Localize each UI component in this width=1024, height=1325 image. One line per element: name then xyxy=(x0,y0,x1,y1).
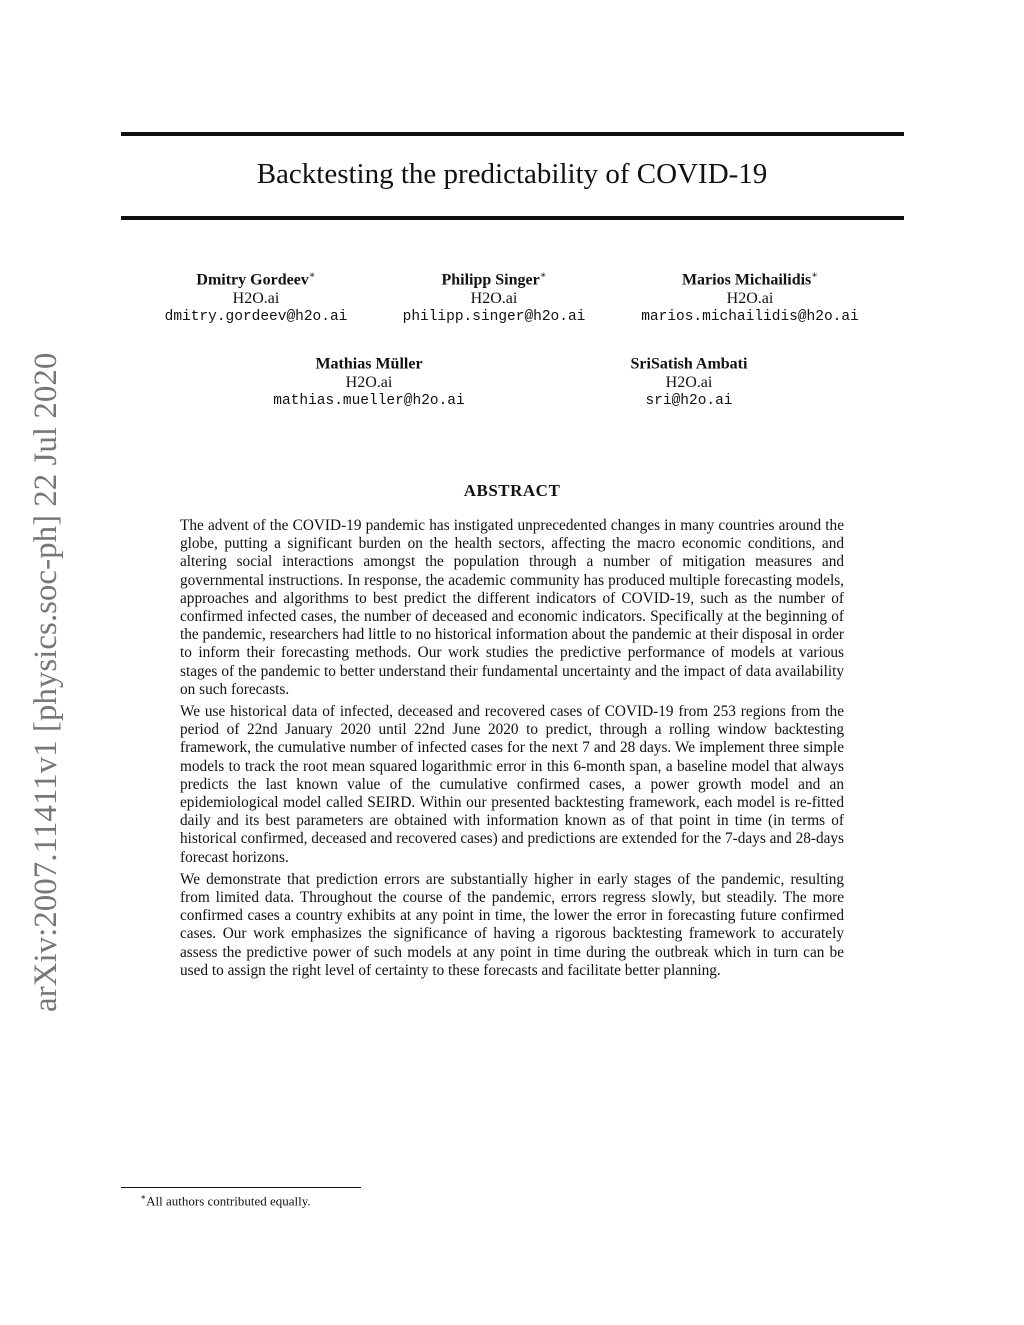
arxiv-identifier: arXiv:2007.11411v1 [physics.soc-ph] 22 Jul 2020 xyxy=(28,352,64,1012)
author-email: marios.michailidis@h2o.ai xyxy=(641,309,859,326)
author-block xyxy=(529,350,849,411)
author-email: dmitry.gordeev@h2o.ai xyxy=(164,309,348,326)
author-email: mathias.mueller@h2o.ai xyxy=(273,393,465,410)
author-block xyxy=(590,266,910,327)
author-name: Mathias Müller xyxy=(315,355,423,373)
author-name: Marios Michailidis∗ xyxy=(681,270,819,289)
abstract-paragraph: We use historical data of infected, deceased and recovered cases of COVID-19 from 253 regions from the period of 22nd January 2020 until 22nd June 2020 to predict, through a rolling window backtesting framework, the cumulative number of infected cases for the next 7 and 28 days. We implement three simple models to track the root mean squared logarithmic error in this 6-month span, a baseline model that always predicts the last known value of the cumulative confirmed cases, a power growth model and an epidemiological model called SEIRD. Within our presented backtesting framework, each model is re-fitted daily and its best parameters are obtained with information known as of that point in time (in terms of historical confirmed, deceased and recovered cases) and predictions are extended for the 7-days and 28-days forecast horizons. xyxy=(180,703,844,866)
footnote-rule xyxy=(121,1187,361,1188)
author-name: SriSatish Ambati xyxy=(630,355,748,373)
author-affiliation: H2O.ai xyxy=(665,374,713,392)
author-affiliation: H2O.ai xyxy=(726,290,774,308)
author-affiliation: H2O.ai xyxy=(345,374,393,392)
author-email: sri@h2o.ai xyxy=(645,393,733,410)
author-affiliation: H2O.ai xyxy=(232,290,280,308)
author-block xyxy=(209,350,529,411)
abstract-paragraph: The advent of the COVID-19 pandemic has instigated unprecedented changes in many countries around the globe, putting a significant burden on the health sectors, affecting the macro economic conditions, and altering social interactions amongst the population through a number of mitigation measures and governmental instructions. In response, the academic community has produced multiple forecasting models, approaches and algorithms to best predict the different indicators of COVID-19, such as the number of confirmed infected cases, the number of deceased and economic indicators. Specifically at the beginning of the pandemic, researchers had little to no historical information about the pandemic at their disposal in order to inform their forecasting methods. Our work studies the predictive performance of models at various stages of the pandemic to better understand their fundamental uncertainty and the impact of data availability on such forecasts. xyxy=(180,517,844,698)
title-rule-top xyxy=(121,132,904,136)
title-rule-bottom xyxy=(121,216,904,220)
paper-title: Backtesting the predictability of COVID-19 xyxy=(256,158,768,190)
abstract-heading: ABSTRACT xyxy=(463,481,561,500)
author-name: Philipp Singer∗ xyxy=(441,270,547,289)
footnote: ∗All authors contributed equally. xyxy=(140,1192,311,1209)
abstract-body xyxy=(180,517,844,984)
abstract-paragraph: We demonstrate that prediction errors are substantially higher in early stages of the pandemic, resulting from limited data. Throughout the course of the pandemic, errors regress slowly, but steadily. The more confirmed cases a country exhibits at any point in time, the lower the error in forecasting future confirmed cases. Our work emphasizes the significance of having a rigorous backtesting framework to accurately assess the predictive power of such models at any point in time during the outbreak which in turn can be used to assign the right level of certainty to these forecasts and facilitate better planning. xyxy=(180,870,844,979)
author-email: philipp.singer@h2o.ai xyxy=(402,309,586,326)
author-name: Dmitry Gordeev∗ xyxy=(196,270,316,289)
author-affiliation: H2O.ai xyxy=(470,290,518,308)
